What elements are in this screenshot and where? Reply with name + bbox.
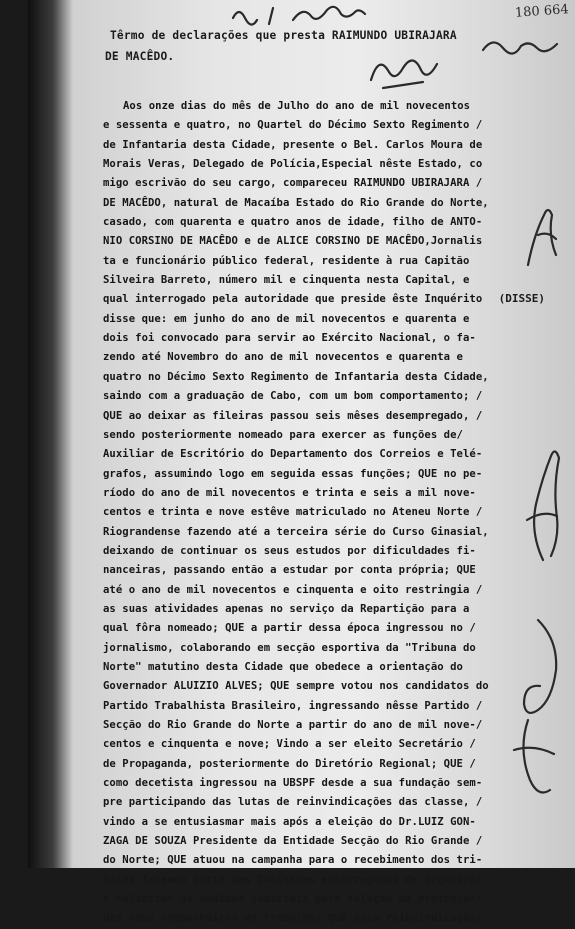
document-title-line-1: Têrmo de declarações que presta RAIMUNDO UBIRAJARA bbox=[110, 29, 457, 42]
text-line: jornalismo, colaborando em secção esportiva da "Tribuna do bbox=[103, 641, 476, 654]
text-line: quatro no Décimo Sexto Regimento de Infantaria desta Cidade, bbox=[103, 370, 489, 383]
text-line: dos seus companheiros de trabalho; QUE essa reinvindicação/ bbox=[103, 912, 483, 925]
text-line: disse que: em junho do ano de mil novecentos e quarenta e bbox=[103, 312, 470, 325]
text-line: saindo com a graduação de Cabo, com um bom comportamento; / bbox=[103, 390, 483, 403]
handwritten-rubric-right-1 bbox=[518, 195, 568, 275]
text-line: qual interrogado pela autoridade que preside êste Inquérito bbox=[103, 293, 483, 306]
text-line: até o ano de mil novecentos e cinquenta e oito restringia / bbox=[103, 583, 483, 596]
text-line: ênios fazendo parte das Comissões encarregadas de organizar bbox=[103, 873, 483, 886]
text-line: nanceiras, passando então a estudar por conta própria; QUE bbox=[103, 564, 476, 577]
text-line: vindo a se entusiasmar mais após a eleição do Dr.LUIZ GON- bbox=[103, 815, 476, 828]
text-line: dois foi convocado para servir ao Exército Nacional, o fa- bbox=[103, 332, 476, 345]
document-title-line-2: DE MACÊDO. bbox=[105, 50, 175, 63]
text-line: e solicitar as medidas judiciais para solução da pretenção/ bbox=[103, 893, 483, 906]
text-line: Governador ALUIZIO ALVES; QUE sempre votou nos candidatos do bbox=[103, 680, 489, 693]
text-line: ta e funcionário público federal, residente à rua Capitão bbox=[103, 254, 470, 267]
handwritten-initials-top bbox=[223, 0, 423, 30]
text-line: migo escrivão do seu cargo, compareceu RAIMUNDO UBIRAJARA / bbox=[103, 177, 483, 190]
text-line: Aos onze dias do mês de Julho do ano de mil novecentos bbox=[123, 100, 471, 112]
text-line: Partido Trabalhista Brasileiro, ingressando nêsse Partido / bbox=[103, 699, 483, 712]
text-line: pre participando das lutas de reinvindicações das classe, / bbox=[103, 796, 483, 809]
text-line: de Infantaria desta Cidade, presente o Bel. Carlos Moura de bbox=[103, 138, 483, 151]
text-line: qual fôra nomeado; QUE a partir dessa época ingressou no / bbox=[103, 622, 476, 635]
text-line: e sessenta e quatro, no Quartel do Décimo Sexto Regimento / bbox=[103, 119, 483, 132]
text-line: ZAGA DE SOUZA Presidente da Entidade Secção do Rio Grande / bbox=[103, 835, 483, 848]
text-line: Morais Veras, Delegado de Polícia,Especial nêste Estado, co bbox=[103, 158, 483, 171]
text-line: Norte" matutino desta Cidade que obedece a orientação do bbox=[103, 660, 463, 673]
text-line: centos e trinta e nove estêve matriculado no Ateneu Norte / bbox=[103, 506, 483, 519]
text-line: Secção do Rio Grande do Norte a partir do ano de mil nove-/ bbox=[103, 719, 483, 731]
folio-stamp: 180 664 bbox=[514, 2, 570, 21]
text-line: como decetista ingressou na UBSPF desde a sua fundação sem- bbox=[103, 777, 483, 790]
text-line: ríodo do ano de mil novecentos e trinta e seis a mil nove- bbox=[103, 486, 476, 499]
text-line: zendo até Novembro do ano de mil novecentos e quarenta e bbox=[103, 351, 463, 364]
document-page bbox=[28, 0, 575, 925]
handwritten-rubric-right-2 bbox=[513, 430, 573, 570]
margin-label-disse: (DISSE) bbox=[498, 292, 545, 305]
text-line: grafos, assumindo logo em seguida essas funções; QUE no pe- bbox=[103, 467, 483, 480]
page-edge-shadow bbox=[28, 0, 73, 868]
text-line: Silveira Barreto, número mil e cinquenta nesta Capital, e bbox=[103, 274, 470, 287]
handwritten-mark-top-right bbox=[478, 30, 573, 60]
handwritten-signature-header bbox=[363, 50, 443, 94]
text-line: casado, com quarenta e quatro anos de idade, filho de ANTO- bbox=[103, 216, 483, 229]
text-line: as suas atividades apenas no serviço da Repartição para a bbox=[103, 602, 470, 615]
text-line: centos e cinquenta e nove; Vindo a ser eleito Secretário / bbox=[103, 738, 476, 751]
text-line: deixando de continuar os seus estudos por dificuldades fi- bbox=[103, 544, 476, 557]
text-line: do Norte; QUE atuou na campanha para o recebimento dos tri- bbox=[103, 854, 483, 867]
text-line: de Propaganda, posteriormente do Diretório Regional; QUE / bbox=[103, 757, 476, 770]
text-line: Auxiliar de Escritório do Departamento dos Correios e Telé- bbox=[103, 448, 483, 461]
text-line: DE MACÊDO, natural de Macaíba Estado do Rio Grande do Norte, bbox=[103, 196, 489, 209]
text-line: NIO CORSINO DE MACÊDO e de ALICE CORSINO DE MACÊDO,Jornalis bbox=[103, 235, 483, 248]
handwritten-signature-bottom-right bbox=[498, 610, 573, 810]
text-line: Riograndense fazendo até a terceira série do Curso Ginasial, bbox=[103, 525, 489, 538]
text-line: sendo posteriormente nomeado para exercer as funções de/ bbox=[103, 428, 463, 441]
text-line: QUE ao deixar as fileiras passou seis mêses desempregado, / bbox=[103, 409, 483, 422]
